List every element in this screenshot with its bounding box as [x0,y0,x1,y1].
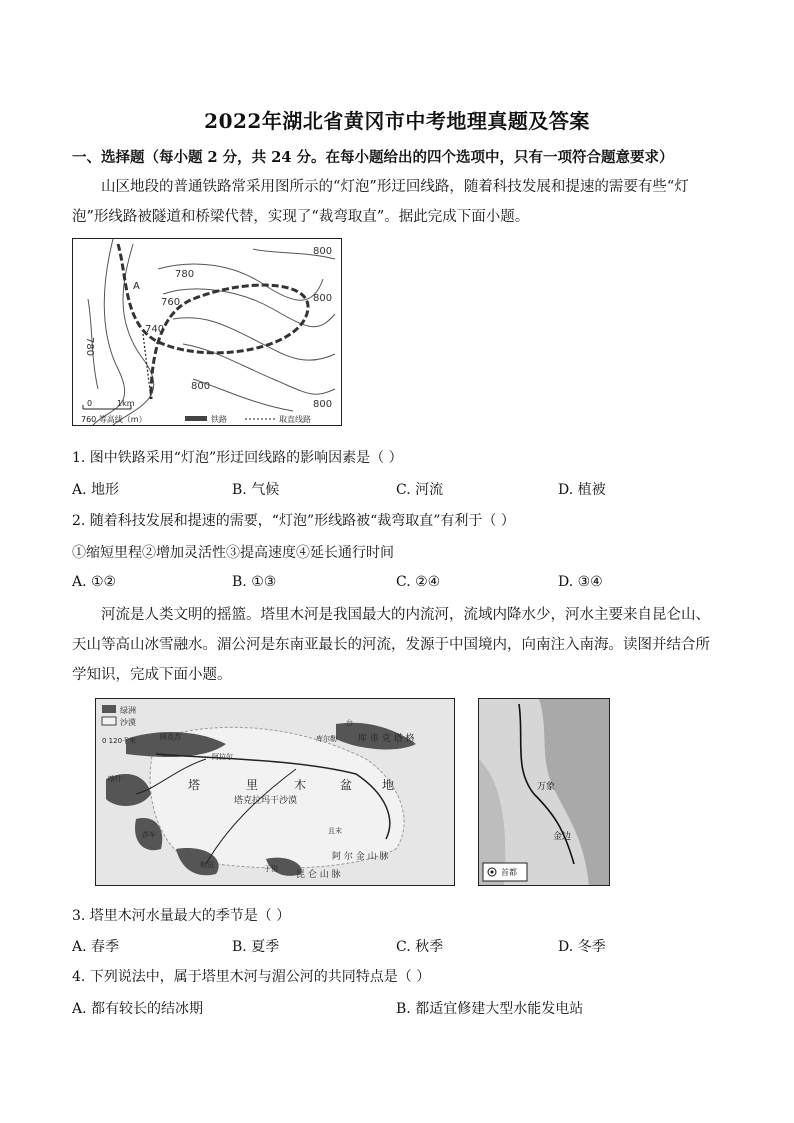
q2-option-d[interactable]: D. ③④ [558,574,603,590]
page-title: 2022年湖北省黄冈市中考地理真题及答案 [204,109,590,133]
map-scale: 0 120千米 [102,737,137,745]
q3-option-a[interactable]: A. 春季 [72,939,120,955]
legend-rail-swatch [185,416,207,421]
desert-label: 塔克拉玛干沙漠 [234,796,298,806]
basin-label: 木 [294,778,307,792]
intro-paragraph-1: 山区地段的普通铁路常采用图所示的“灯泡”形迂回线路，随着科技发展和提速的需要有些“灯泡”形线路被隧道和桥梁代替，实现了“裁弯取直”。据此完成下面小题。 [72,179,689,225]
contour-label: 800 [313,246,333,257]
question-3-stem: 3. 塔里木河水量最大的季节是（ ） [72,908,291,924]
intro-paragraph-2: 河流是人类文明的摇篮。塔里木河是我国最大的内流河，流域内降水少，河水主要来自昆仑山、天山等高山冰雪融水。湄公河是东南亚最长的河流，发源于中国境内，向南注入南海。读图并结合所学知识，完成下面小题。 [72,607,710,683]
mekong-river-map [478,698,610,886]
kuqa-label: 库 車 克 塔 格 [358,734,415,744]
q3-option-c[interactable]: C. 秋季 [396,939,444,955]
tarim-river-map [95,698,455,886]
question-2-stem: 2. 随着科技发展和提速的需要，“灯泡”形线路被“裁弯取直”有利于（ ） [72,513,515,529]
q1-option-b[interactable]: B. 气候 [232,482,280,498]
place-label: 莎车 [142,831,156,839]
contour-label: 760 [161,297,181,308]
legend-rail: 铁路 [211,415,227,424]
phnom-penh-label: 金边 [553,832,572,842]
legend-oasis: 绿洲 [120,706,136,715]
legend-oasis-swatch [102,705,116,713]
legend-desert: 沙漠 [120,718,136,727]
legend-capital: 首都 [501,868,517,877]
scale-zero: 0 [87,399,93,408]
contour-label: 780 [175,269,195,280]
legend-contour: 760 等高线（m） [81,415,147,424]
q3-option-b[interactable]: B. 夏季 [232,939,280,955]
tarim-map-graphic [96,699,454,885]
place-label: 台 [346,719,353,727]
question-4-stem: 4. 下列说法中，属于塔里木河与湄公河的共同特点是（ ） [72,969,431,985]
place-label: 和田 [200,861,214,869]
contour-label: 800 [313,293,333,304]
question-2-statements: ①缩短里程②增加灵活性③提高速度④延长通行时间 [72,545,394,561]
contour-label: 740 [145,324,165,335]
place-label: 阿拉尔 [212,753,233,761]
basin-label: 里 [246,778,259,792]
basin-label: 地 [382,778,395,792]
kunlun-label: 昆 仑 山 脉 [296,870,341,880]
scale-km: 1km [117,399,135,408]
basin-label: 塔 [188,778,201,792]
contour-railway-map [72,238,342,426]
contour-label: 800 [313,399,333,410]
mekong-map-graphic [479,699,609,885]
q3-option-d[interactable]: D. 冬季 [558,939,606,955]
place-label: 喀什 [108,775,122,783]
q1-option-c[interactable]: C. 河流 [396,482,444,498]
place-label: 且末 [328,827,342,835]
q1-option-d[interactable]: D. 植被 [558,482,606,498]
q1-option-a[interactable]: A. 地形 [72,482,120,498]
q2-option-a[interactable]: A. ①② [72,574,117,590]
contour-label: 800 [191,381,211,392]
place-label: 阿克苏 [160,733,181,741]
contour-label: 780 [84,337,95,357]
question-1-stem: 1. 图中铁路采用“灯泡”形迂回线路的影响因素是（ ） [72,450,403,466]
altun-label: 阿 尔 金 山 脉 [332,852,389,862]
vientiane-label: 万象 [537,782,556,792]
q4-option-b[interactable]: B. 都适宜修建大型水能发电站 [396,1001,584,1017]
place-label: 库尔勒 [316,735,337,743]
q2-option-b[interactable]: B. ①③ [232,574,277,590]
point-a-label: A [133,281,140,292]
q4-option-a[interactable]: A. 都有较长的结冰期 [72,1001,204,1017]
place-label: 于田 [264,865,278,873]
contour-map-graphic [73,239,341,425]
basin-label: 盆 [340,778,353,792]
legend-straight: 取直线路 [279,415,311,424]
legend-desert-swatch [102,717,116,725]
section-heading: 一、选择题（每小题 2 分，共 24 分。在每小题给出的四个选项中，只有一项符合题意要求） [72,149,674,166]
q2-option-c[interactable]: C. ②④ [396,574,441,590]
